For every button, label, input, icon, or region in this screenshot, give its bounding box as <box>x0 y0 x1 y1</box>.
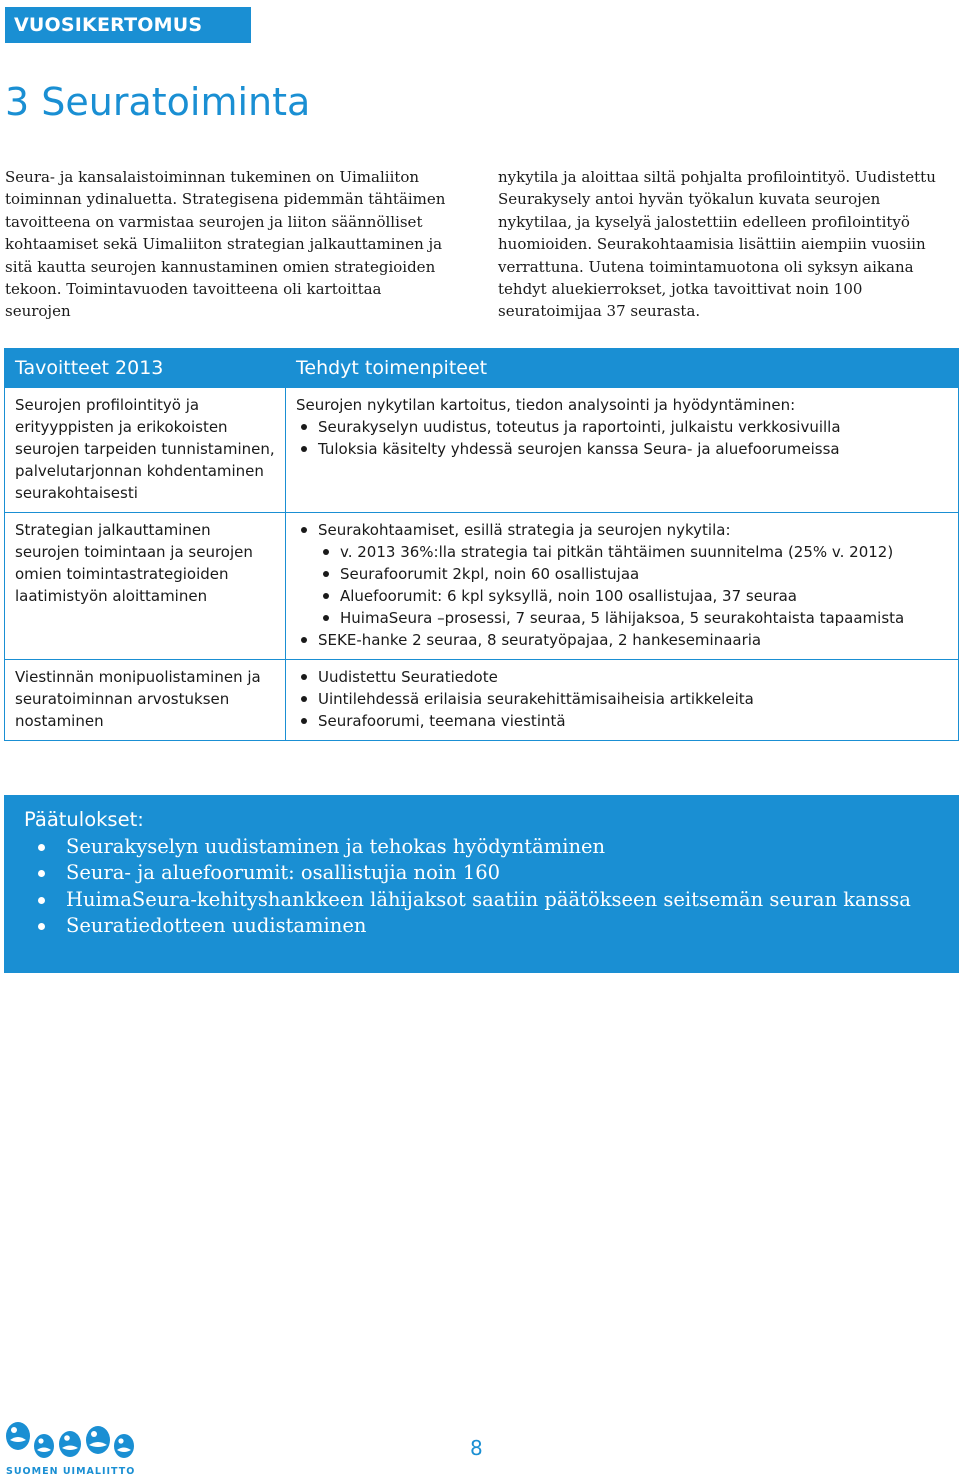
list-item: Tuloksia käsitelty yhdessä seurojen kanssa Seura- ja aluefoorumeissa <box>296 438 948 460</box>
sub-list-item: v. 2013 36%:lla strategia tai pitkän tähtäimen suunnitelma (25% v. 2012) <box>318 541 948 563</box>
goal-cell <box>5 513 286 660</box>
results-list <box>24 834 939 940</box>
page-number: 8 <box>470 1436 483 1460</box>
header-actions: Tehdyt toimenpiteet <box>286 349 959 388</box>
table-row <box>5 388 959 513</box>
list-item: Seurakyselyn uudistus, toteutus ja raportointi, julkaistu verkkosivuilla <box>296 416 948 438</box>
list-item: Seurafoorumi, teemana viestintä <box>296 710 948 732</box>
logo-text: SUOMEN UIMALIITTO <box>6 1466 136 1477</box>
results-title: Päätulokset: <box>24 808 144 831</box>
intro-right-column: nykytila ja aloittaa siltä pohjalta profilointityö. Uudistettu Seurakysely antoi hyvän työkalun kuvata seurojen nykytilaa, ja kyselyä jalostettiin edelleen profilointityö huomioiden. Seurakohtaamisia lisättiin aiempiin vuosiin verrattuna. Uutena toimintamuotona oli syksyn aikana tehdyt aluekierrokset, jotka tavoittivat noin 100 seuratoimijaa 37 seurasta. <box>498 168 936 321</box>
sub-list-item: Seurafoorumit 2kpl, noin 60 osallistujaa <box>318 563 948 585</box>
actions-cell <box>286 388 959 513</box>
actions-lead: Seurojen nykytilan kartoitus, tiedon analysointi ja hyödyntäminen: <box>296 396 796 414</box>
result-item: Seurakyselyn uudistaminen ja tehokas hyödyntäminen <box>24 834 939 861</box>
sub-list-item: HuimaSeura –prosessi, 7 seuraa, 5 lähijaksoa, 5 seurakohtaista tapaamista <box>318 607 948 629</box>
sub-list-item: Aluefoorumit: 6 kpl syksyllä, noin 100 osallistujaa, 37 seuraa <box>318 585 948 607</box>
actions-list <box>296 519 948 651</box>
actions-sublist <box>318 541 948 629</box>
goal-text: Viestinnän monipuolistaminen ja seuratoiminnan arvostuksen nostaminen <box>15 668 261 730</box>
table-row <box>5 660 959 741</box>
key-results-box <box>4 795 959 973</box>
table-header-row <box>5 349 959 388</box>
intro-left-column: Seura- ja kansalaistoiminnan tukeminen on Uimaliiton toiminnan ydinaluetta. Strategisena pidemmän tähtäimen tavoitteena on varmistaa seurojen ja liiton säännölliset kohtaamiset sekä Uimaliiton strategian jalkauttaminen ja sitä kautta seurojen kannustaminen omien strategioiden tekoon. Toimintavuoden tavoitteena oli kartoittaa seurojen <box>5 168 446 321</box>
report-tag: VUOSIKERTOMUS 2013 <box>5 7 251 43</box>
goal-cell <box>5 660 286 741</box>
header-goals: Tavoitteet 2013 <box>5 349 286 388</box>
result-item: HuimaSeura-kehityshankkeen lähijaksot saatiin päätökseen seitsemän seuran kanssa <box>24 887 939 914</box>
table-row <box>5 513 959 660</box>
list-item: Uintilehdessä erilaisia seurakehittämisaiheisia artikkeleita <box>296 688 948 710</box>
actions-cell <box>286 660 959 741</box>
actions-cell <box>286 513 959 660</box>
list-item: Uudistettu Seuratiedote <box>296 666 948 688</box>
actions-list <box>296 666 948 732</box>
list-item-text: Seurakohtaamiset, esillä strategia ja seurojen nykytila: <box>318 521 731 539</box>
goal-text: Seurojen profilointityö ja erityyppisten ja erikokoisten seurojen tarpeiden tunnistaminen, palvelutarjonnan kohdentaminen seurakohtaisesti <box>15 396 275 502</box>
page-title: 3 Seuratoiminta <box>5 80 311 124</box>
goal-text: Strategian jalkauttaminen seurojen toimintaan ja seurojen omien toimintastrategioiden laatimistyön aloittaminen <box>15 521 253 605</box>
goal-cell <box>5 388 286 513</box>
result-item: Seura- ja aluefoorumit: osallistujia noin 160 <box>24 860 939 887</box>
list-item <box>296 519 948 629</box>
goals-table <box>4 348 959 741</box>
result-item: Seuratiedotteen uudistaminen <box>24 913 939 940</box>
list-item: SEKE-hanke 2 seuraa, 8 seuratyöpajaa, 2 hankeseminaaria <box>296 629 948 651</box>
actions-list <box>296 416 948 460</box>
